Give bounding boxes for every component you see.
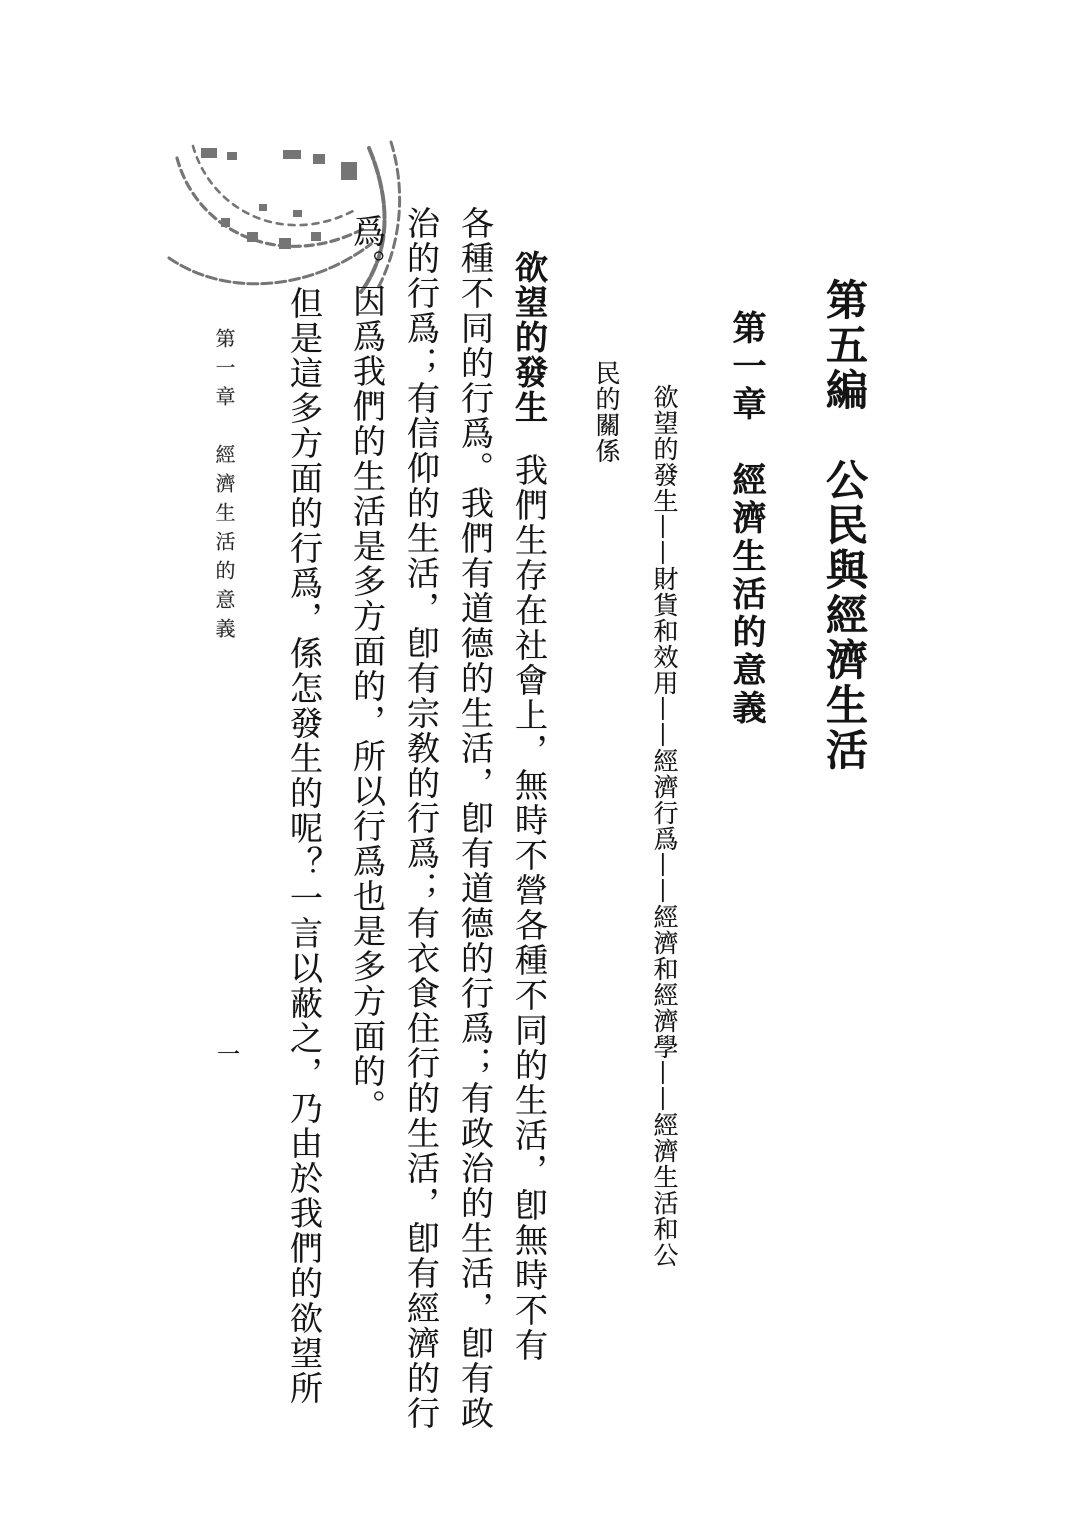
chapter-summary-column-1: 欲望的發生——財貨和效用——經濟行爲——經濟和經濟學——經濟生活和公 (650, 384, 679, 1268)
body-column-2: 各種不同的行爲。我們有道德的生活，卽有道德的行爲；有政治的生活，卽有政 (456, 206, 495, 1431)
body-text-1: 我們生存在社會上，無時不營各種不同的生活，卽無時不有 (510, 453, 549, 1364)
body-column-5: 但是這多方面的行爲，係怎發生的呢？一言以蔽之，乃由於我們的欲望所 (285, 286, 324, 1406)
margin-running-title: 第一章 經濟生活的意義 (212, 328, 236, 647)
chapter-title: 第一章 經濟生活的意義 (726, 310, 766, 728)
chapter-summary-column-2: 民的關係 (592, 360, 621, 464)
body-column-3: 治的行爲；有信仰的生活，卽有宗敎的行爲；有衣食住行的生活，卽有經濟的行 (402, 206, 441, 1431)
body-column-4: 爲。因爲我們的生活是多方面的，所以行爲也是多方面的。 (348, 214, 387, 1124)
section-heading: 欲望的發生 (510, 250, 549, 425)
page-number: 一 (213, 1042, 239, 1065)
part-title: 第五編 公民與經濟生活 (820, 278, 869, 773)
body-column-1 (506, 250, 553, 1363)
